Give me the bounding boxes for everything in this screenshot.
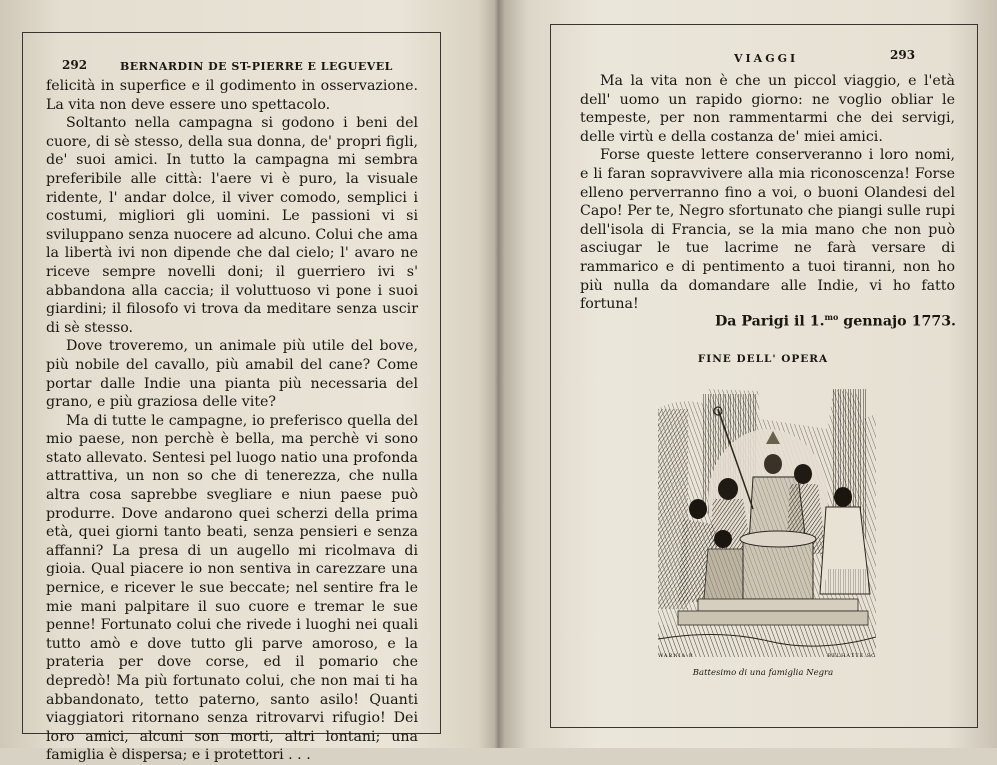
- right-running-head: VIAGGI: [734, 52, 799, 65]
- paragraph: Ma di tutte le campagne, io preferisco quella del mio paese, non perchè è bella, ma perchè vi sono stato allevato. Sentesi pel luogo natio una profonda attrattiva, un non so che di tenerezza, che nulla altra cosa saprebbe svegliare e niun paese può produrre. Dove andarono quei scherzi della prima età, quei giorni tanto beati, senza pensieri e senza affanni? La presa di un augello mi ricolmava di gioia. Qual piacere io non sentiva in carezzare una pernice, e ricever le sue beccate; nel sentire fra le mie mani palpitare il suo cuore e tremar le sue penne! Fortunato colui che rivede i luoghi nei quali tutto amò e dove tutto gli parve amoroso, e la prateria per dove corse, ed il pomario che depredò! Ma più fortunato colui, che non mai ti ha abbandonato, tetto paterno, santo asilo! Quanti viaggiatori ritornano senza ritrovarvi rifugio! Dei loro amici, alcuni son morti, altri lontani; una famiglia è dispersa; e i protettori . . .: [46, 412, 418, 764]
- dateline-suffix: gennajo 1773.: [838, 313, 956, 330]
- left-running-head: BERNARDIN DE ST-PIERRE E LEGUEVEL: [120, 60, 393, 73]
- paragraph: Forse queste lettere conserveranno i loro nomi, e li faran sopravvivere alla mia riconoscenza! Forse elleno perverranno fino a voi, o buoni Olandesi del Capo! Per te, Negro sfortunato che piangi sulle rupi dell'isola di Francia, se la mia mano che non può asciugar le tue lacrime ne farà versare di rammarico e di pentimento a tuoi tiranni, non ho più nulla da domandare alle Indie, vi ho fatto fortuna!: [580, 147, 955, 313]
- right-page-body: [580, 72, 955, 314]
- engraving-signatures: [658, 653, 876, 659]
- end-heading: FINE DELL' OPERA: [697, 353, 829, 365]
- right-page-number: 293: [890, 48, 916, 62]
- dateline-sup: mo: [824, 312, 839, 322]
- paragraph: Ma la vita non è che un piccol viaggio, e l'età dell' uomo un rapido giorno: ne voglio obliar le tempeste, per non rammentarmi che dei servigi, delle virtù e della costanza de' miei amici.: [580, 73, 955, 145]
- right-page: [500, 0, 997, 748]
- dateline-prefix: Da Parigi il 1.: [714, 313, 825, 330]
- signature-left: WARNIA-R: [658, 653, 694, 659]
- engraving-illustration: [658, 389, 876, 657]
- paragraph: Dove troveremo, un animale più utile del bove, più nobile del cavallo, più amabil del cane? Come portar dalle Indie una pianta più necessaria del grano, e più graziosa delle vite?: [46, 338, 418, 411]
- left-page-body: [46, 77, 418, 765]
- paragraph: felicità in superfice e il godimento in osservazione. La vita non deve essere uno spettacolo.: [46, 78, 418, 113]
- dateline: [580, 312, 956, 330]
- signature-right: BELHATTE.SC: [827, 653, 876, 659]
- left-page-number: 292: [62, 58, 88, 72]
- paragraph: Soltanto nella campagna si godono i beni del cuore, di sè stesso, della sua donna, de' propri figli, de' suoi amici. In tutto la campagna mi sembra preferibile alle città: l'aere vi è puro, la visuale ridente, l' andar dolce, il viver comodo, semplici i costumi, migliori gli uomini. Le passioni vi si sviluppano senza nuocere ad alcuno. Colui che ama la libertà ivi non dipende che dal cielo; l' avaro ne riceve sempre novelli doni; il guerriero ivi s' abbandona alla caccia; il voluttuoso vi pone i suoi giardini; il filosofo vi trova da meditare senza uscir di sè stesso.: [46, 115, 418, 336]
- left-page: [0, 0, 496, 764]
- engraving-caption: Battesimo di una famiglia Negra: [692, 668, 834, 678]
